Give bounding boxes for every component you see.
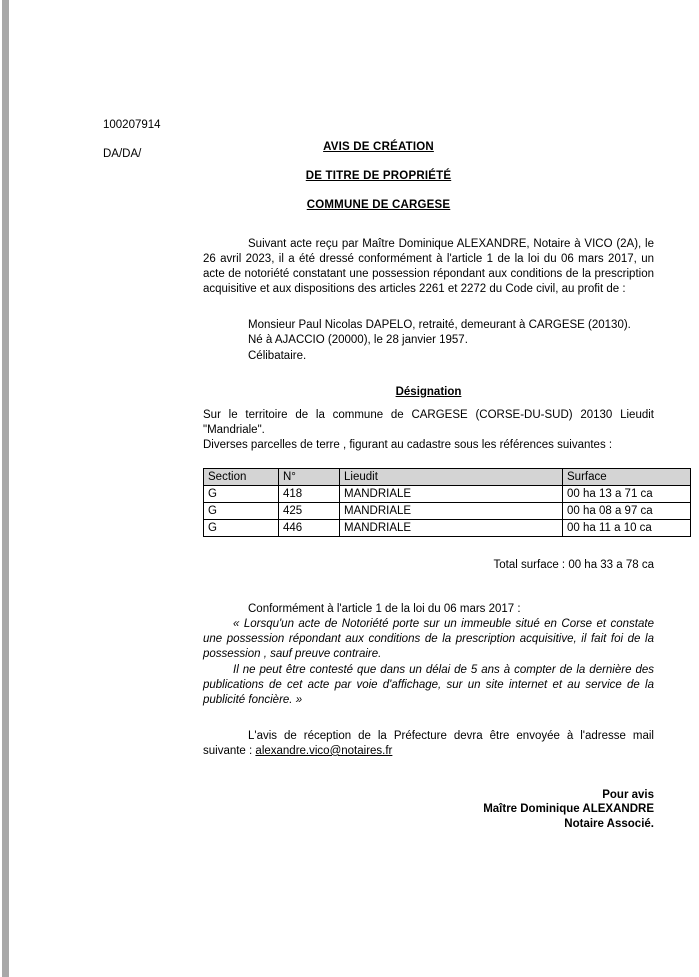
page-commune	[103, 199, 654, 211]
cadastre-table-head	[204, 469, 691, 486]
cell-section: G	[204, 486, 279, 503]
title-line-3: COMMUNE DE CARGESE	[306, 199, 451, 211]
total-surface-label: Total surface : 00 ha 33 a 78 ca	[493, 559, 654, 572]
spacer	[203, 573, 654, 594]
page-left-edge-bar	[2, 0, 9, 977]
column-header-surface: Surface	[563, 469, 691, 486]
spacer	[203, 594, 654, 602]
cell-lieudit: MANDRIALE	[340, 486, 563, 503]
cadastre-table-wrapper	[203, 468, 654, 537]
title-line-1: AVIS DE CRÉATION	[323, 141, 434, 153]
page-title	[103, 141, 654, 153]
notary-email-link[interactable]: alexandre.vico@notaires.fr	[255, 744, 393, 757]
legal-quote-paragraph-1-text: « Lorsqu'un acte de Notoriété porte sur un immeuble situé en Corse et constate une possession répondant aux conditions de la prescription acquisitive, il fait foi de la possession , sauf preuve contraire.	[203, 618, 654, 661]
cell-section: G	[204, 503, 279, 520]
preference-notice	[203, 729, 654, 759]
column-header-lieudit: Lieudit	[340, 469, 563, 486]
table-row	[204, 486, 691, 503]
table-row	[204, 520, 691, 537]
document-body	[203, 237, 654, 831]
legal-quote-intro-text: Conformément à l'article 1 de la loi du 06 mars 2017 :	[248, 603, 521, 616]
legal-quote-paragraph-1	[203, 617, 654, 662]
beneficiary-line-3: Célibataire.	[248, 349, 307, 362]
cadastre-table-body	[204, 486, 691, 537]
signature-line-2: Maître Dominique ALEXANDRE	[483, 803, 654, 816]
signature-line-1: Pour avis	[602, 788, 654, 801]
spacer	[203, 759, 654, 780]
beneficiary-line-1: Monsieur Paul Nicolas DAPELO, retraité, demeurant à CARGESE (20130).	[248, 319, 631, 332]
page-subtitle	[103, 170, 654, 182]
title-line-2: DE TITRE DE PROPRIÉTÉ	[305, 170, 452, 182]
spacer	[203, 537, 654, 558]
intro-paragraph	[203, 237, 654, 297]
legal-quote-paragraph-2	[203, 663, 654, 708]
table-header-row	[204, 469, 691, 486]
column-header-number: N°	[279, 469, 340, 486]
beneficiary-block	[203, 318, 654, 363]
cell-section: G	[204, 520, 279, 537]
spacer	[203, 400, 654, 408]
cell-surface: 00 ha 13 a 71 ca	[563, 486, 691, 503]
cell-surface: 00 ha 08 a 97 ca	[563, 503, 691, 520]
spacer	[203, 364, 654, 385]
spacer	[203, 708, 654, 729]
cadastre-table	[203, 468, 691, 537]
signature-line-3: Notaire Associé.	[564, 817, 654, 830]
designation-heading	[203, 385, 654, 400]
cell-surface: 00 ha 11 a 10 ca	[563, 520, 691, 537]
cell-number: 446	[279, 520, 340, 537]
designation-heading-text: Désignation	[395, 385, 462, 398]
signature-block	[203, 788, 654, 832]
spacer	[203, 297, 654, 318]
spacer	[203, 780, 654, 788]
cell-lieudit: MANDRIALE	[340, 520, 563, 537]
designation-line-2: Diverses parcelles de terre , figurant au cadastre sous les références suivantes :	[203, 438, 613, 451]
intro-paragraph-text: Suivant acte reçu par Maître Dominique ALEXANDRE, Notaire à VICO (2A), le 26 avril 2023, il a été dressé conformément à l'article 1 de la loi du 06 mars 2017, un acte de notoriété constatant une possession répondant aux conditions de la prescription acquisitive et aux dispositions des articles 2261 et 2272 du Code civil, au profit de :	[203, 238, 654, 296]
reference-number: 100207914	[103, 118, 161, 131]
legal-quote-intro	[203, 602, 654, 617]
reference-initials: DA/DA/	[103, 147, 142, 160]
table-row	[204, 503, 691, 520]
cell-number: 425	[279, 503, 340, 520]
legal-quote-paragraph-2-text: Il ne peut être contesté que dans un délai de 5 ans à compter de la dernière des publications de cet acte par voie d'affichage, sur un site internet et au service de la publicité foncière. »	[203, 663, 654, 706]
spacer	[203, 453, 654, 468]
document-titles	[103, 141, 654, 228]
column-header-section: Section	[204, 469, 279, 486]
beneficiary-line-2: Né à AJACCIO (20000), le 28 janvier 1957.	[248, 334, 468, 347]
cell-number: 418	[279, 486, 340, 503]
cell-lieudit: MANDRIALE	[340, 503, 563, 520]
designation-line-1: Sur le territoire de la commune de CARGESE (CORSE-DU-SUD) 20130 Lieudit "Mandriale".	[203, 408, 654, 436]
preference-notice-text: L'avis de réception de la Préfecture devra être envoyée à l'adresse mail suivante :	[203, 729, 654, 757]
